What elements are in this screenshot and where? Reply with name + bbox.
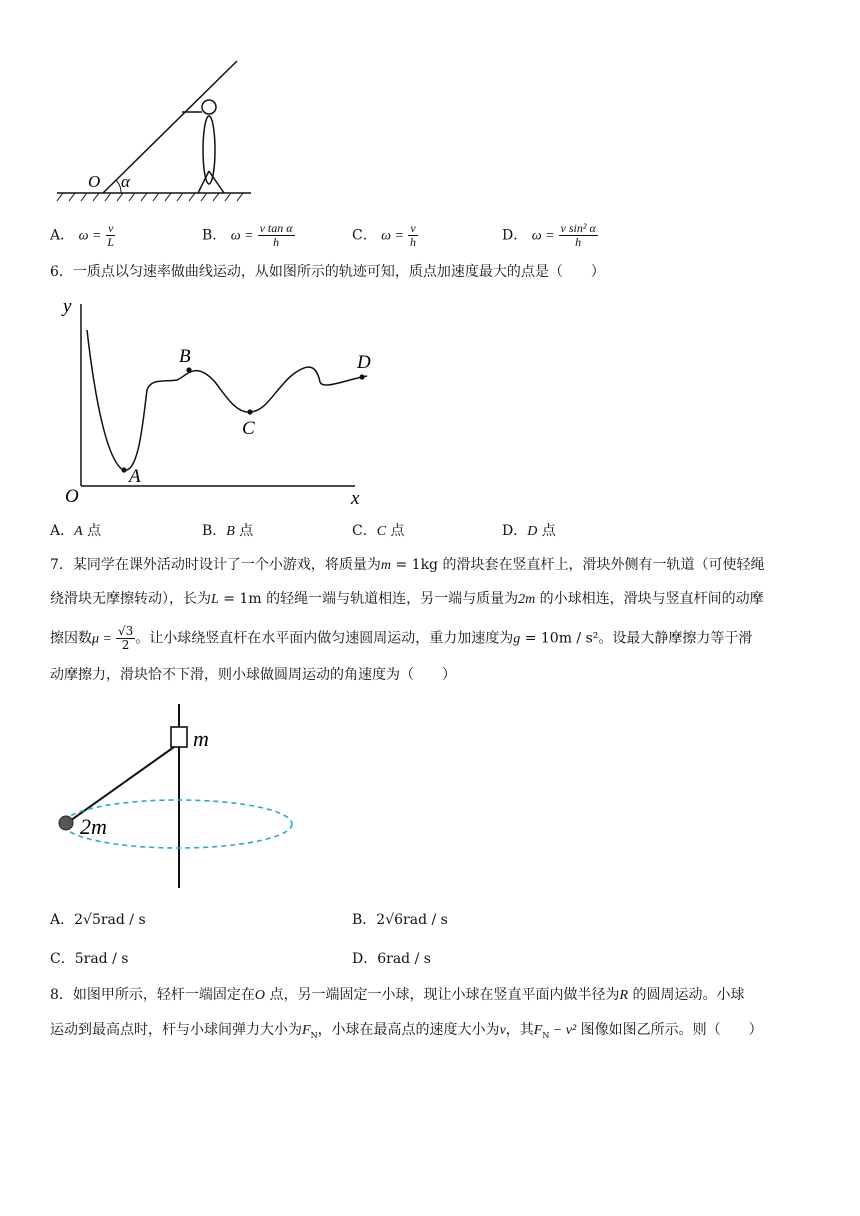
trajectory-figure bbox=[55, 290, 385, 512]
q7-option-a[interactable]: A．2√5rad / s bbox=[50, 912, 146, 928]
person-body bbox=[203, 116, 215, 184]
q5-option-c[interactable]: C． ω = $\frac{v}{h}$ bbox=[352, 221, 417, 249]
q8-line-1: 8．如图甲所示，轻杆一端固定在O 点，另一端固定一小球，现让小球在竖直平面内做半径为R 的圆周运动。小球 bbox=[50, 987, 745, 1003]
q7-option-d[interactable]: D．6rad / s bbox=[352, 951, 431, 967]
label-C: C bbox=[242, 418, 255, 439]
ball bbox=[59, 816, 73, 830]
q7-line-3: 擦因数μ = $\frac{√3}{2}$ 。让小球绕竖直杆在水平面内做匀速圆周运动，重力加速度为g = 10m / s²。设最大静摩擦力等于滑 bbox=[50, 624, 753, 652]
q7-line-1: 7．某同学在课外活动时设计了一个小游戏，将质量为m = 1kg 的滑块套在竖直杆上，滑块外侧有一轨道（可使轻绳 bbox=[50, 557, 765, 573]
slider-block bbox=[171, 727, 187, 747]
q5-option-b[interactable]: B． ω = $\frac{\text{v tan α}}{h}$ bbox=[202, 221, 293, 249]
q7-option-c[interactable]: C．5rad / s bbox=[50, 951, 129, 967]
trajectory-curve bbox=[87, 330, 367, 470]
label-m: m bbox=[193, 726, 209, 751]
q6-option-a[interactable]: A．A 点 bbox=[50, 523, 102, 539]
rope bbox=[67, 747, 174, 823]
person-head bbox=[202, 100, 216, 114]
point-B bbox=[186, 367, 191, 372]
label-y: y bbox=[63, 296, 72, 317]
label-2m: 2m bbox=[80, 814, 107, 839]
q7-line-2: 绕滑块无摩擦转动），长为L = 1m 的轻绳一端与轨道相连，另一端与质量为2m 的小球相连，滑块与竖直杆间的动摩 bbox=[50, 591, 764, 607]
incline-figure bbox=[55, 55, 265, 205]
label-x: x bbox=[351, 488, 360, 509]
q5-option-a[interactable]: A． ω = $\frac{v}{L}$ bbox=[50, 221, 115, 249]
q5-option-d[interactable]: D． ω = $\frac{\text{v sin² α}}{h}$ bbox=[502, 221, 596, 249]
label-D: D bbox=[357, 352, 371, 373]
label-A: A bbox=[129, 466, 141, 487]
q6-stem: 6．一质点以匀速率做曲线运动，从如图所示的轨迹可知，质点加速度最大的点是（ ） bbox=[50, 264, 605, 280]
q6-option-b[interactable]: B．B 点 bbox=[202, 523, 254, 539]
point-C bbox=[247, 409, 252, 414]
label-O: O bbox=[88, 172, 101, 191]
q7-line-4: 动摩擦力，滑块恰不下滑，则小球做圆周运动的角速度为（ ） bbox=[50, 667, 456, 683]
conical-pendulum-figure bbox=[50, 700, 310, 892]
label-B: B bbox=[179, 346, 191, 367]
point-A bbox=[121, 467, 126, 472]
label-origin: O bbox=[65, 486, 79, 507]
point-D bbox=[359, 374, 364, 379]
label-alpha: α bbox=[121, 172, 130, 191]
q6-option-d[interactable]: D．D 点 bbox=[502, 523, 556, 539]
q7-option-b[interactable]: B．2√6rad / s bbox=[352, 912, 448, 928]
q8-line-2: 运动到最高点时，杆与小球间弹力大小为$F_N$，小球在最高点的速度大小为v，其$F_N - v^2$ 图像如图乙所示。则（ ） bbox=[50, 1022, 763, 1040]
q6-option-c[interactable]: C．C 点 bbox=[352, 523, 405, 539]
